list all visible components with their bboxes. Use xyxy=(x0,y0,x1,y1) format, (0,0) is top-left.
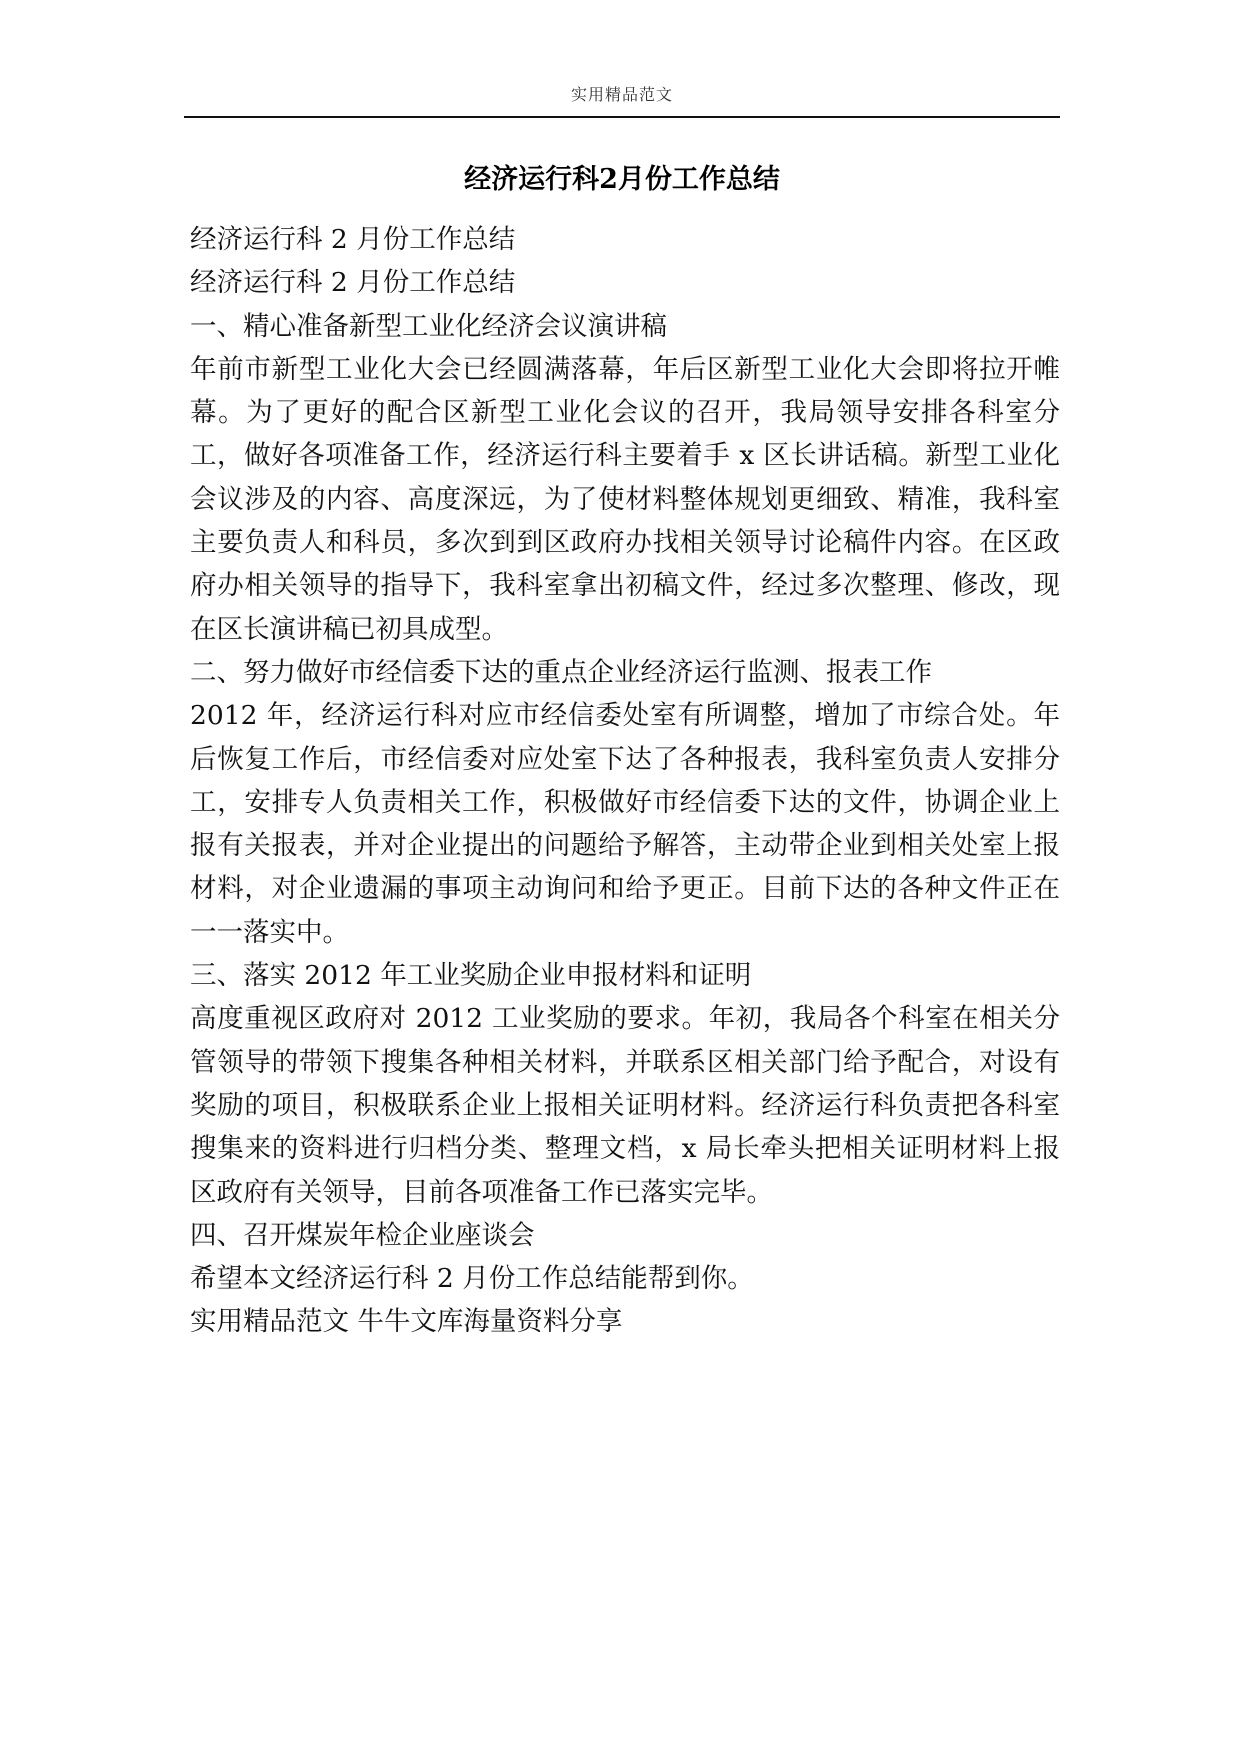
paragraph-subtitle-2: 经济运行科 2 月份工作总结 xyxy=(190,267,516,299)
section-heading-1: 一、精心准备新型工业化经济会议演讲稿 xyxy=(190,310,667,342)
closing-line: 希望本文经济运行科 2 月份工作总结能帮到你。 xyxy=(190,1263,754,1295)
document-title: 经济运行科2月份工作总结 xyxy=(464,164,780,195)
paragraph-section-1: 年前市新型工业化大会已经圆满落幕，年后区新型工业化大会即将拉开帷幕。为了更好的配合区新型工业化会议的召开，我局领导安排各科室分工，做好各项准备工作，经济运行科主要着手 x 区长讲话稿。新型工业化会议涉及的内容、高度深远，为了使材料整体规划更细致、精准，我科室主要负责人和科员，多次到到区政府办找相关领导讨论稿件内容。在区政府办相关领导的指导下，我科室拿出初稿文件，经过多次整理、修改，现在区长演讲稿已初具成型。 xyxy=(190,353,1060,645)
page-header xyxy=(184,84,1060,118)
paragraph-section-2: 2012 年，经济运行科对应市经信委处室有所调整，增加了市综合处。年后恢复工作后，市经信委对应处室下达了各种报表，我科室负责人安排分工，安排专人负责相关工作，积极做好市经信委下达的文件，协调企业上报有关报表，并对企业提出的问题给予解答，主动带企业到相关处室上报材料，对企业遗漏的事项主动询问和给予更正。目前下达的各种文件正在一一落实中。 xyxy=(190,700,1060,948)
footer-line: 实用精品范文 牛牛文库海量资料分享 xyxy=(190,1306,623,1338)
document-body xyxy=(190,218,1060,1344)
section-heading-3: 三、落实 2012 年工业奖励企业申报材料和证明 xyxy=(190,960,752,992)
header-text: 实用精品范文 xyxy=(570,85,673,104)
paragraph-section-3: 高度重视区政府对 2012 工业奖励的要求。年初，我局各个科室在相关分管领导的带领下搜集各种相关材料，并联系区相关部门给予配合，对设有奖励的项目，积极联系企业上报相关证明材料。经济运行科负责把各科室搜集来的资料进行归档分类、整理文档，x 局长牵头把相关证明材料上报区政府有关领导，目前各项准备工作已落实完毕。 xyxy=(190,1003,1060,1208)
paragraph-subtitle-1: 经济运行科 2 月份工作总结 xyxy=(190,224,516,255)
section-heading-2: 二、努力做好市经信委下达的重点企业经济运行监测、报表工作 xyxy=(190,656,932,688)
section-heading-4: 四、召开煤炭年检企业座谈会 xyxy=(190,1219,535,1251)
